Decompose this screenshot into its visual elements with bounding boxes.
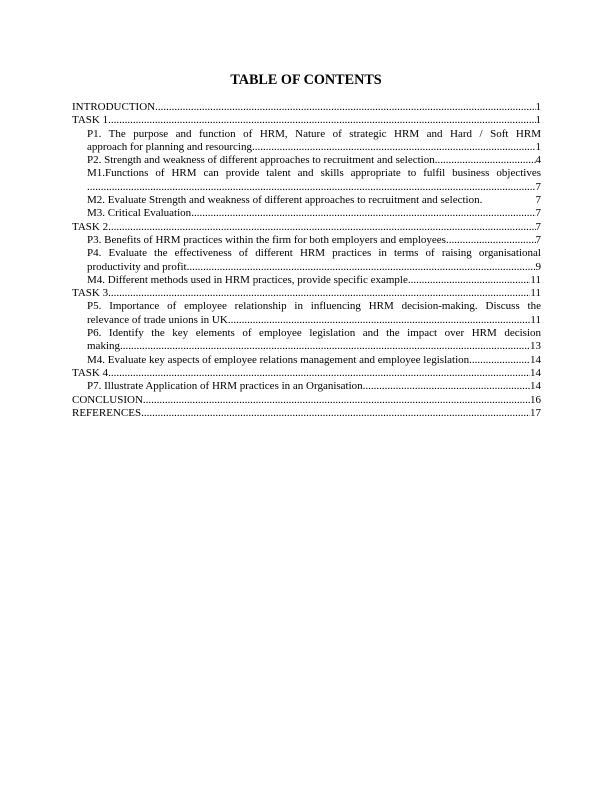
toc-page-number: 11 [530, 313, 541, 326]
dot-leader [446, 234, 536, 247]
toc-entry-text: M1.Functions of HRM can provide talent and skills appropriate to fulfil business objectives [87, 167, 541, 180]
toc-page-number: 7 [535, 194, 541, 207]
toc-entry[interactable] [72, 300, 541, 327]
toc-entry-text: M4. Evaluate key aspects of employee relations management and employee legislation [87, 353, 470, 366]
dot-leader [120, 340, 530, 353]
toc-page-number: 17 [530, 406, 541, 419]
toc-page-number: 9 [535, 260, 541, 273]
dot-leader [252, 141, 536, 154]
toc-page-number: 11 [530, 287, 541, 300]
toc-entry-text: approach for planning and resourcing [87, 140, 252, 153]
toc-entry-text: TASK 3 [72, 287, 109, 300]
toc-entry[interactable] [72, 407, 541, 420]
dot-leader [191, 207, 535, 220]
dot-leader [87, 181, 536, 194]
toc-entry[interactable] [72, 154, 541, 167]
toc-entry-text: P5. Importance of employee relationship in influencing HRM decision-making. Discuss the [87, 300, 541, 313]
toc-entry[interactable] [72, 101, 541, 114]
dot-leader [108, 114, 535, 127]
toc-entry-text: P1. The purpose and function of HRM, Nature of strategic HRM and Hard / Soft HRM [87, 127, 541, 140]
toc-entry[interactable] [72, 114, 541, 127]
toc-entry[interactable] [72, 367, 541, 380]
toc-entry-text: making [87, 340, 120, 353]
table-of-contents [72, 101, 541, 420]
page-title: TABLE OF CONTENTS [230, 72, 382, 88]
toc-entry[interactable] [72, 354, 541, 367]
toc-entry[interactable] [72, 167, 541, 194]
dot-leader [469, 354, 530, 367]
toc-entry-text: M2. Evaluate Strength and weakness of different approaches to recruitment and selection. [87, 194, 483, 207]
toc-entry-text: P7. Illustrate Application of HRM practices in an Organisation [87, 380, 363, 393]
toc-entry-text: TASK 2 [72, 220, 109, 233]
toc-entry[interactable] [72, 394, 541, 407]
toc-entry[interactable] [72, 194, 541, 207]
toc-entry-text: M3. Critical Evaluation [87, 207, 192, 220]
toc-entry-text: P3. Benefits of HRM practices within the firm for both employers and employees [87, 233, 446, 246]
toc-entry[interactable] [72, 234, 541, 247]
toc-page-number: 14 [530, 353, 541, 366]
toc-page-number: 14 [530, 380, 541, 393]
toc-entry-text: relevance of trade unions in UK [87, 313, 228, 326]
toc-entry[interactable] [72, 221, 541, 234]
toc-page-number: 1 [535, 140, 541, 153]
toc-page-number: 13 [530, 340, 541, 353]
toc-page-number: 1 [535, 114, 541, 127]
toc-entry-text: INTRODUCTION [72, 101, 156, 113]
toc-page-number: 7 [535, 207, 541, 220]
toc-page-number: 7 [535, 233, 541, 246]
toc-page-number: 16 [530, 393, 541, 406]
toc-entry[interactable] [72, 380, 541, 393]
toc-page-number: 11 [530, 273, 541, 286]
dot-leader [108, 287, 530, 300]
toc-entry[interactable] [72, 128, 541, 155]
dot-leader [408, 274, 531, 287]
toc-entry[interactable] [72, 327, 541, 354]
toc-entry-text: REFERENCES [72, 406, 142, 419]
toc-entry-text: TASK 1 [72, 114, 109, 127]
dot-leader [108, 221, 535, 234]
toc-entry-text: productivity and profit [87, 260, 187, 273]
toc-page-number: 4 [535, 154, 541, 167]
dot-leader [228, 314, 531, 327]
dot-leader [143, 394, 530, 407]
toc-page-number: 1 [535, 101, 541, 113]
toc-page-number: 7 [535, 180, 541, 193]
toc-entry-text: P2. Strength and weakness of different approaches to recruitment and selection [87, 154, 435, 167]
toc-entry[interactable] [72, 287, 541, 300]
dot-leader [187, 261, 536, 274]
dot-leader [108, 367, 530, 380]
toc-entry[interactable] [72, 207, 541, 220]
toc-entry-text: CONCLUSION [72, 393, 143, 406]
dot-leader [363, 380, 530, 393]
toc-entry-text: M4. Different methods used in HRM practices, provide specific example [87, 273, 408, 286]
toc-entry[interactable] [72, 274, 541, 287]
toc-entry-text: TASK 4 [72, 366, 109, 379]
toc-page-number: 7 [535, 220, 541, 233]
toc-entry-text: P6. Identify the key elements of employee legislation and the impact over HRM decision [87, 327, 541, 340]
toc-page-number: 14 [530, 366, 541, 379]
dot-leader [435, 154, 536, 167]
toc-entry-text: P4. Evaluate the effectiveness of different HRM practices in terms of raising organisational [87, 247, 541, 260]
dot-leader [141, 407, 530, 420]
dot-leader [155, 101, 535, 114]
toc-entry[interactable] [72, 247, 541, 274]
